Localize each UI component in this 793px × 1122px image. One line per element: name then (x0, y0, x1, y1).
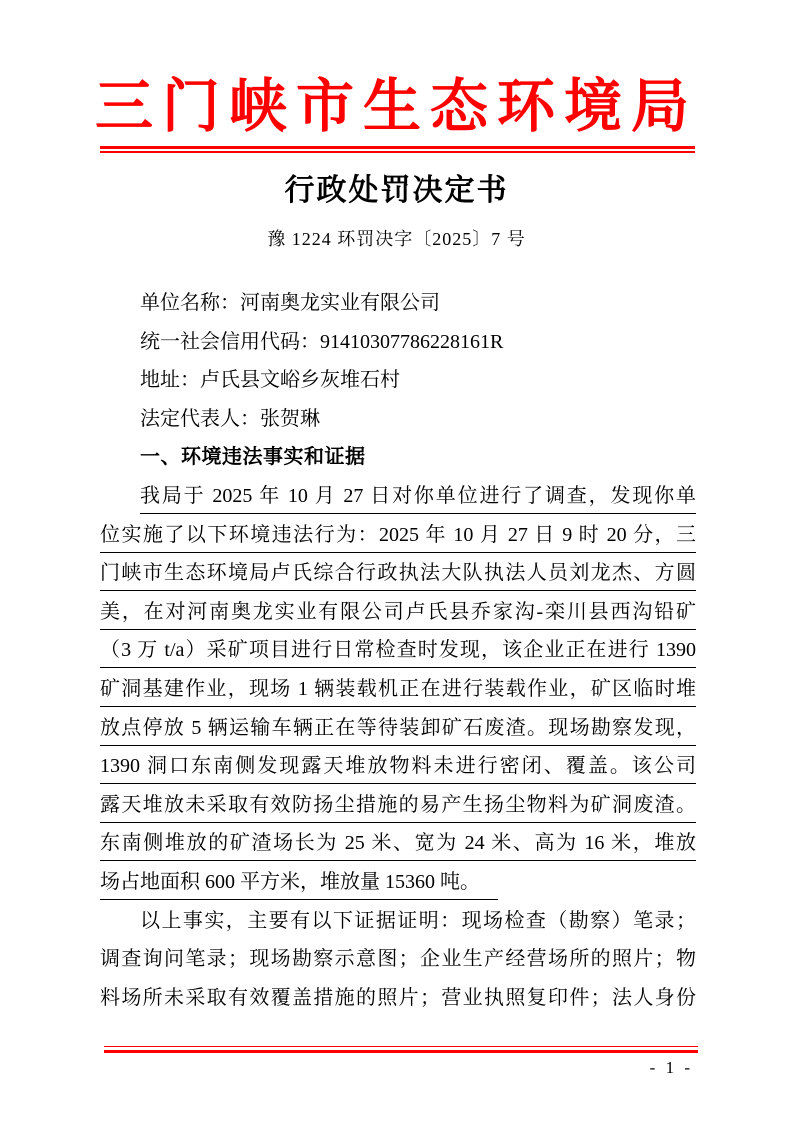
facts-line (100, 826, 696, 865)
party-info-line (100, 402, 696, 441)
facts-line-text: 1390 洞口东南侧发现露天堆放物料未进行密闭、覆盖。该公司 (100, 749, 696, 784)
party-info-line-text: 统一社会信用代码：91410307786228161R (140, 330, 504, 353)
evidence-line-text: 以上事实，主要有以下证据证明：现场检查（勘察）笔录； (140, 909, 696, 932)
facts-line-text: 美，在对河南奥龙实业有限公司卢氏县乔家沟-栾川县西沟铅矿 (100, 595, 696, 630)
evidence-line (100, 942, 696, 981)
party-info-line-text: 地址：卢氏县文峪乡灰堆石村 (140, 369, 400, 392)
facts-line (100, 518, 696, 557)
party-info-line-text: 法定代表人：张贺琳 (140, 407, 320, 430)
facts-line-text: （3 万 t/a）采矿项目进行日常检查时发现，该企业正在进行 1390 (100, 633, 696, 668)
facts-line (100, 711, 696, 750)
party-info-line (100, 325, 696, 364)
facts-line (100, 749, 696, 788)
evidence-paragraph (100, 904, 696, 1020)
party-info (100, 286, 696, 440)
facts-line-text: 矿洞基建作业，现场 1 辆装载机正在进行装载作业，矿区临时堆 (100, 672, 696, 707)
agency-letterhead: 三门峡市生态环境局 (94, 74, 698, 139)
facts-paragraph (100, 479, 696, 904)
party-info-line-text: 单位名称：河南奥龙实业有限公司 (140, 292, 440, 314)
evidence-line-text: 料场所未采取有效覆盖措施的照片；营业执照复印件；法人身份 (100, 986, 696, 1009)
facts-line (100, 556, 696, 595)
evidence-line (100, 904, 696, 943)
facts-line (100, 633, 696, 672)
facts-line (100, 672, 696, 711)
facts-line (100, 479, 696, 518)
party-info-line (100, 363, 696, 402)
facts-line (100, 788, 696, 827)
document-number: 豫 1224 环罚决字〔2025〕7 号 (267, 229, 526, 249)
header-double-rule (100, 146, 695, 153)
evidence-line-text: 调查询问笔录；现场勘察示意图；企业生产经营场所的照片；物 (100, 948, 696, 971)
party-info-line (100, 286, 696, 325)
facts-line (100, 865, 696, 904)
facts-line (100, 595, 696, 634)
facts-line-text: 我局于 2025 年 10 月 27 日对你单位进行了调查，发现你单 (140, 479, 696, 514)
facts-line-text: 放点停放 5 辆运输车辆正在等待装卸矿石废渣。现场勘察发现， (100, 711, 696, 746)
document-title: 行政处罚决定书 (284, 174, 509, 207)
facts-line-text: 露天堆放未采取有效防扬尘措施的易产生扬尘物料为矿洞废渣。 (100, 788, 696, 823)
document-body (100, 286, 696, 1019)
page-number: - 1 - (649, 1058, 693, 1077)
footer-double-rule (104, 1046, 698, 1053)
evidence-line (100, 981, 696, 1020)
section-heading-facts: 一、环境违法事实和证据 (140, 446, 366, 469)
facts-line-text: 东南侧堆放的矿渣场长为 25 米、宽为 24 米、高为 16 米，堆放 (100, 826, 696, 861)
facts-line-text: 场占地面积 600 平方米，堆放量 15360 吨。 (100, 865, 498, 900)
facts-line-text: 门峡市生态环境局卢氏综合行政执法大队执法人员刘龙杰、方圆 (100, 556, 696, 591)
facts-line-text: 位实施了以下环境违法行为：2025 年 10 月 27 日 9 时 20 分，三 (100, 518, 696, 553)
